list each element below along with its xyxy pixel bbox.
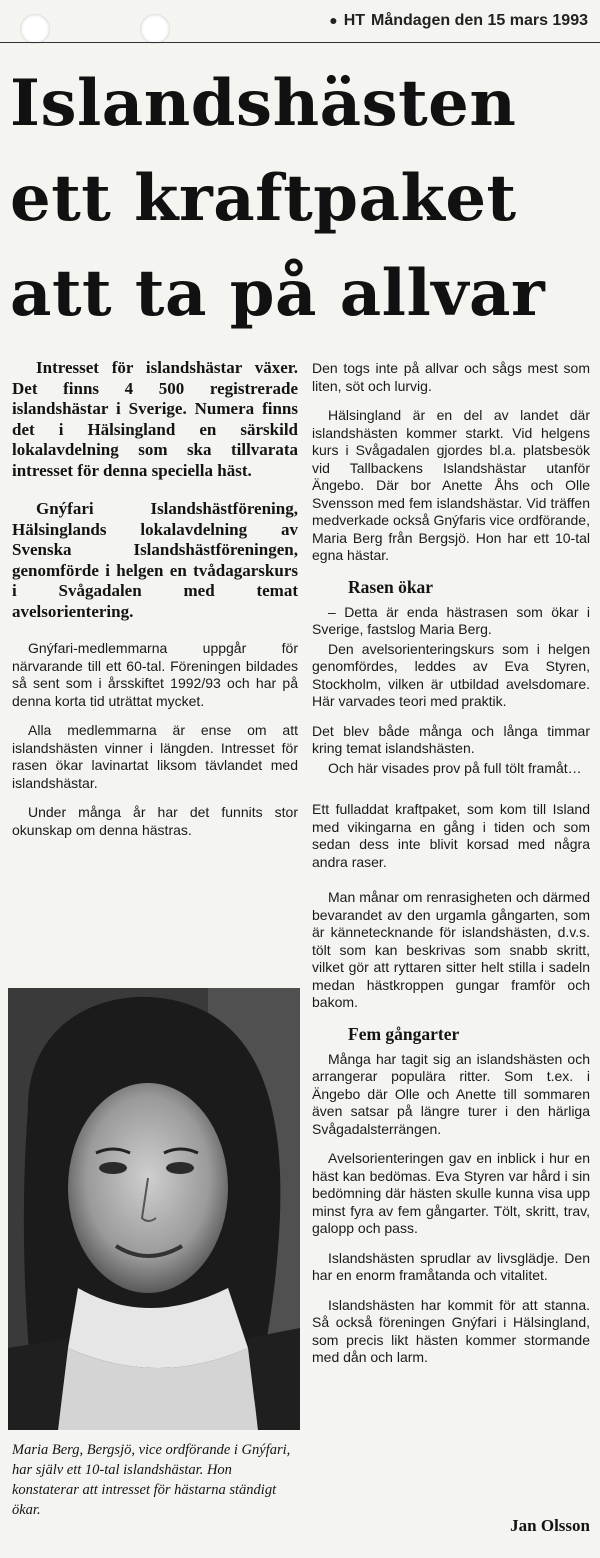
headline-line: att ta på allvar (10, 256, 546, 331)
body-paragraph: Den togs inte på allvar och sågs mest som liten, söt och lurvig. (312, 360, 590, 394)
body-paragraph: Hälsingland är en del av landet där islandshästen kommer starkt. Vid helgens kurs i Svågadalen gjordes bl.a. platsbesök vid Tallbackens Islandshästar utanför Ängebo. Där bor Anette Åhs och Olle Svensson med fem islandshästar. Vid träffen medverkade också Gnýfaris vice ordförande, Maria Berg från Bergsjö. Hon har ett 10-tal egna hästar. (312, 407, 590, 563)
paper-name: HT (343, 12, 366, 29)
body-paragraph: Under många år har det funnits stor okunskap om denna hästras. (12, 804, 298, 838)
body-paragraph: Ett fulladdat kraftpaket, som kom till Island med vikingarna en gång i tiden och som sedan dess inte blivit korsad med några andra raser. (312, 801, 590, 870)
byline: Jan Olsson (510, 1516, 590, 1535)
body-paragraph: Den avelsorienteringskurs som i helgen genomfördes, leddes av Eva Styren, Stockholm, vilken är utbildad avelsdomare. Här varvades teori med praktik. (312, 640, 590, 709)
body-paragraph: Många har tagit sig an islandshästen och arrangerar populära ritter. Som t.ex. i Ängebo där Olle och Anette till sommaren även satsar på längre turer i den härliga Svågadalsterrängen. (312, 1050, 590, 1137)
issue-date: Måndagen den 15 mars 1993 (371, 12, 588, 29)
subheading: Fem gångarter (348, 1023, 460, 1044)
body-paragraph: Man månar om renrasigheten och därmed bevarandet av den urgamla gångarten, som är kännetecknande för islandshästen, d.v.s. tölt som kan beskrivas som snabb skritt, vilket gör att ryttaren sitter helt stilla i sadeln medan hästkroppen gungar framför och bakom. (312, 889, 590, 1010)
lead-paragraph: Gnýfari Islandshästförening, Hälsinglands lokalavdelning av Svenska Islandshästföreningen, genomförde i helgen en tvådagarskurs i Svågadalen med temat avelsorientering. (12, 499, 298, 621)
portrait-photo (8, 988, 300, 1430)
body-paragraph: – Detta är enda hästrasen som ökar i Sverige, fastslog Maria Berg. (312, 603, 590, 637)
body-paragraph: Islandshästen sprudlar av livsglädje. Den har en enorm framåtanda och vitalitet. (312, 1249, 590, 1283)
body-paragraph: Gnýfari-medlemmarna uppgår för närvarande till ett 60-tal. Föreningen bildades så sent som i årsskiftet 1992/93 och har på denna korta tid uträttat mycket. (12, 640, 298, 709)
left-column (12, 358, 298, 851)
page-header (180, 12, 588, 30)
photo-caption: Maria Berg, Bergsjö, vice ordförande i Gnýfari, har själv ett 10-tal islandshästar. Hon konstaterar att intresset för hästarna ständigt ökar. (12, 1442, 291, 1518)
headline (10, 56, 590, 341)
subheading: Rasen ökar (348, 576, 434, 597)
lead-paragraph: Intresset för islandshästar växer. Det finns 4 500 registrerade islandshästar i Sverige. Numera finns det i Hälsingland en särskild lokalavdelning som ska tillvarata intresset för denna speciella häst. (12, 358, 298, 480)
punch-hole (20, 14, 50, 44)
body-paragraph: Avelsorienteringen gav en inblick i hur en häst kan bedömas. Eva Styren var hård i sin bedömning där hästen skulle kunna visa upp minst fyra av fem gångarter. Tölt, skritt, trav, galopp och pass. (312, 1150, 590, 1236)
header-rule (0, 42, 600, 43)
body-paragraph: Och här visades prov på full tölt framåt… (328, 759, 582, 776)
body-paragraph: Det blev både många och långa timmar kring temat islandshästen. (312, 722, 590, 756)
portrait-image (8, 988, 300, 1430)
body-paragraph: Alla medlemmarna är ense om att islandshästen vinner i längden. Intresset för rasen ökar lavinartat liksom tävlandet med islandshästar. (12, 722, 298, 791)
bullet-icon: ● (329, 12, 338, 28)
headline-line: ett kraftpaket (10, 161, 517, 236)
right-column (312, 360, 590, 1379)
body-paragraph: Islandshästen har kommit för att stanna. Så också föreningen Gnýfari i Hälsingland, som precis likt hästen kommer stormande med dån och larm. (312, 1296, 590, 1365)
punch-hole (140, 14, 170, 44)
headline-line: Islandshästen (10, 66, 517, 141)
